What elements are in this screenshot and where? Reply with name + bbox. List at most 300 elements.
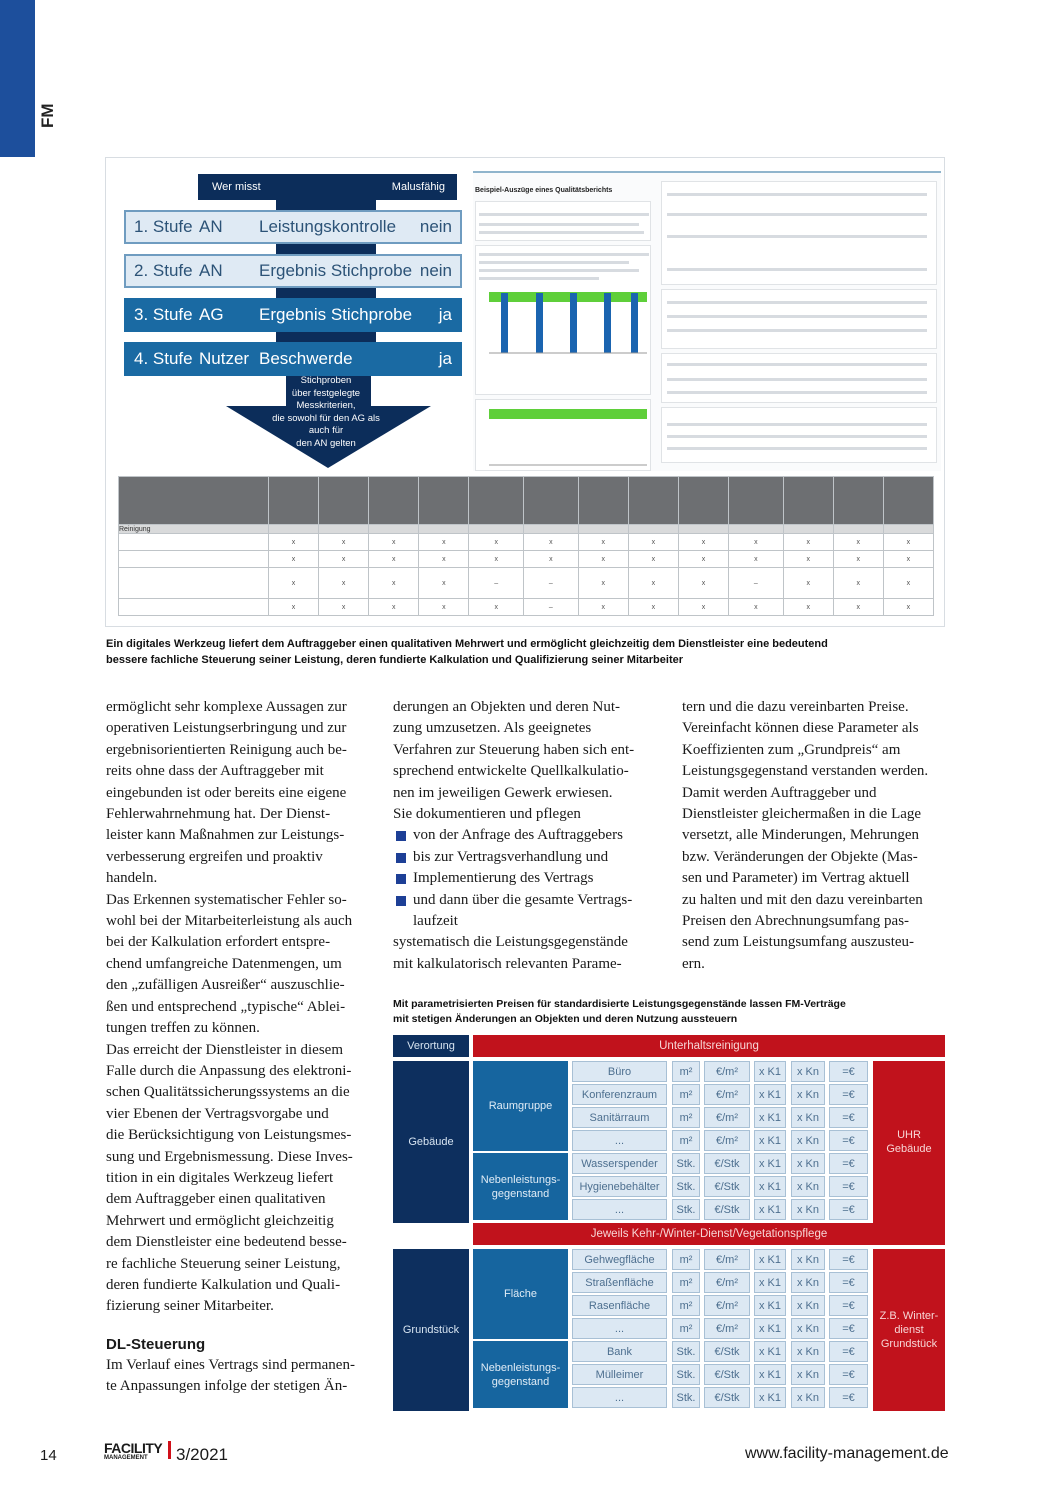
mark-cell: x <box>419 551 469 568</box>
mark-cell: x <box>833 599 883 616</box>
mark-cell: x <box>524 551 579 568</box>
mark-cell: x <box>369 534 419 551</box>
blurred-text-line <box>667 435 927 438</box>
website-link[interactable]: www.facility-management.de <box>745 1445 949 1462</box>
mark-cell: x <box>833 567 883 598</box>
stufe-row <box>124 342 462 376</box>
arrow-text-line: Stichproben <box>300 375 352 386</box>
unit-cell: m² <box>672 1318 700 1339</box>
block-title: Jeweils Kehr-/Winter-Dienst/Vegetationspflege <box>473 1223 945 1245</box>
blurred-text-line <box>667 315 927 318</box>
kn-cell: x Kn <box>791 1130 825 1151</box>
stufe-row <box>124 210 462 244</box>
k1-cell: x K1 <box>754 1364 786 1385</box>
section-cell <box>269 525 319 534</box>
text-line: Preisen den Abrechnungsumfang pas- <box>682 913 910 930</box>
caption-line: mit stetigen Änderungen an Objekten und deren Nutzung aussteuern <box>393 1013 738 1025</box>
group-label: Nebenleistungs-gegenstand <box>473 1153 568 1220</box>
unit-cell: m² <box>672 1272 700 1293</box>
kn-cell: x Kn <box>791 1061 825 1082</box>
text-line: Sie dokumentieren und pflegen <box>393 806 581 823</box>
kn-cell: x Kn <box>791 1199 825 1220</box>
k1-cell: x K1 <box>754 1387 786 1408</box>
price-cell: €/Stk <box>704 1341 750 1362</box>
kn-cell: x Kn <box>791 1341 825 1362</box>
unit-cell: Stk. <box>672 1387 700 1408</box>
text-line: Koeffizienten zum „Grundpreis“ am <box>682 741 901 758</box>
table-row <box>119 534 934 551</box>
report-title: Beispiel-Auszüge eines Qualitätsberichts <box>475 187 613 194</box>
stufe-what: Beschwerde <box>259 349 353 368</box>
text-line: dem Dienstleister eine bedeutend besse- <box>106 1234 347 1251</box>
price-cell: €/m² <box>704 1084 750 1105</box>
stufe-stufe: 3. Stufe <box>134 305 193 324</box>
k1-cell: x K1 <box>754 1249 786 1270</box>
section-cell <box>369 525 419 534</box>
result-cell: =€ <box>829 1272 868 1293</box>
mark-cell: x <box>628 567 678 598</box>
text-line: sprechend entwickelte Quellkalkulatio- <box>393 763 629 780</box>
kn-cell: x Kn <box>791 1364 825 1385</box>
blurred-text-line <box>667 447 927 450</box>
caption-line: Ein digitales Werkzeug liefert dem Auftraggeber einen qualitativen Mehrwert und ermöglicht gleichzeitig dem Dienstleister eine bedeutend <box>106 638 828 650</box>
text-line: schen Qualitätssicherungssystems an die <box>106 1084 350 1101</box>
line-chart-thumbnail <box>481 405 649 467</box>
result-cell: =€ <box>829 1061 868 1082</box>
header-cell <box>419 477 469 525</box>
price-cell: €/m² <box>704 1130 750 1151</box>
text-line: ßen und entsprechend „typische“ Ablei- <box>106 998 346 1015</box>
text-line: derungen an Objekten und deren Nut- <box>393 699 621 715</box>
price-cell: €/m² <box>704 1107 750 1128</box>
k1-cell: x K1 <box>754 1318 786 1339</box>
section-label: Reinigung <box>119 525 269 534</box>
k1-cell: x K1 <box>754 1130 786 1151</box>
article-column-3 <box>682 697 957 975</box>
section-row <box>119 525 934 534</box>
blurred-text-line <box>479 231 644 234</box>
section-cell <box>628 525 678 534</box>
text-line: Vereinfacht können diese Parameter als <box>682 720 919 737</box>
text-line: verbesserung ergreifen und proaktiv <box>106 848 323 865</box>
text-line: re fachliche Steuerung seiner Leistung, <box>106 1255 341 1272</box>
item-name: Mülleimer <box>572 1364 667 1385</box>
blurred-text-line <box>479 269 639 272</box>
text-line: Dienstleister gleichermaßen in die Lage <box>682 806 922 823</box>
result-cell: =€ <box>829 1130 868 1151</box>
blurred-text-line <box>667 329 927 332</box>
logo-bar <box>168 1441 171 1459</box>
header-cell <box>678 477 728 525</box>
text-line: Leistungsgegenstand verstanden werden. <box>682 763 929 780</box>
text-line: Im Verlauf eines Vertrags sind permanen- <box>106 1356 355 1373</box>
text-line: bei der Kalkulation erfordert entspre- <box>106 934 331 951</box>
bar-chart-thumbnail <box>481 288 649 388</box>
blurred-text-line <box>667 363 927 366</box>
arrow-text-line: Messkriterien, <box>296 400 356 411</box>
k1-cell: x K1 <box>754 1153 786 1174</box>
mark-cell: x <box>419 567 469 598</box>
verortung-header: Verortung <box>393 1035 469 1057</box>
four-level-diagram <box>106 158 471 471</box>
stufe-what: Ergebnis Stichprobe <box>259 305 413 324</box>
section-cell <box>729 525 784 534</box>
page-number: 14 <box>40 1447 57 1464</box>
section-cell <box>833 525 883 534</box>
stufe-what: Leistungskontrolle <box>259 217 397 236</box>
mark-cell: – <box>469 567 524 598</box>
mark-cell: x <box>269 599 319 616</box>
stufe-who: AN <box>199 217 223 236</box>
text-line: tungen treffen zu können. <box>106 1020 260 1037</box>
text-line: Mehrwert und ermöglicht gleichzeitig <box>106 1212 334 1229</box>
mark-cell: x <box>833 551 883 568</box>
arrow-text-line: den AN gelten <box>296 437 356 449</box>
result-cell: =€ <box>829 1387 868 1408</box>
item-name: ... <box>572 1387 667 1408</box>
item-name: Sanitärraum <box>572 1107 667 1128</box>
unit-cell: m² <box>672 1061 700 1082</box>
bullet-text: laufzeit <box>413 913 458 930</box>
price-cell: €/Stk <box>704 1176 750 1197</box>
kn-cell: x Kn <box>791 1249 825 1270</box>
text-line: sung und Ergebnismessung. Diese Inves- <box>106 1148 353 1165</box>
item-name: ... <box>572 1130 667 1151</box>
section-cell <box>783 525 833 534</box>
group-label: Nebenleistungs-gegenstand <box>473 1341 568 1408</box>
result-cell: =€ <box>829 1364 868 1385</box>
item-name: Büro <box>572 1061 667 1082</box>
result-cell: =€ <box>829 1341 868 1362</box>
unit-cell: Stk. <box>672 1364 700 1385</box>
price-cell: €/Stk <box>704 1387 750 1408</box>
text-line: ermöglicht sehr komplexe Aussagen zur <box>106 699 347 715</box>
bullet-text: bis zur Vertragsverhandlung und <box>413 848 609 865</box>
header-who: Wer misst <box>212 181 261 193</box>
mark-cell: x <box>269 567 319 598</box>
result-cell: =€ <box>829 1107 868 1128</box>
unit-cell: Stk. <box>672 1199 700 1220</box>
unit-cell: m² <box>672 1107 700 1128</box>
bullet-square-icon <box>396 874 406 884</box>
section-cell <box>678 525 728 534</box>
header-cell <box>319 477 369 525</box>
result-cell: =€ <box>829 1153 868 1174</box>
unit-cell: Stk. <box>672 1153 700 1174</box>
logo-top: FACILITY <box>104 1440 163 1456</box>
arrow-text-line: über festgelegte <box>291 387 361 399</box>
arrow-text <box>246 375 406 450</box>
mark-cell: x <box>369 567 419 598</box>
quality-requirements-table <box>118 476 934 616</box>
mark-cell: x <box>628 599 678 616</box>
text-line: den „zufälligen Ausreißer“ auszuschlie- <box>106 977 345 994</box>
price-cell: €/Stk <box>704 1153 750 1174</box>
mark-cell: x <box>269 534 319 551</box>
result-cell: =€ <box>829 1249 868 1270</box>
mark-cell: x <box>628 551 678 568</box>
text-line: mit kalkulatorisch relevanten Parame- <box>393 955 622 972</box>
unit-cell: m² <box>672 1249 700 1270</box>
text-line: bzw. Veränderungen der Objekte (Mas- <box>682 848 918 865</box>
blurred-text-line <box>667 268 927 271</box>
item-name: ... <box>572 1318 667 1339</box>
mark-cell: x <box>419 599 469 616</box>
result-cell: =€ <box>829 1199 868 1220</box>
mark-cell: x <box>419 534 469 551</box>
mark-cell: – <box>524 567 579 598</box>
section-tab <box>0 0 35 157</box>
mark-cell: x <box>628 534 678 551</box>
row-label <box>119 567 269 598</box>
item-name: Hygienebehälter <box>572 1176 667 1197</box>
k1-cell: x K1 <box>754 1272 786 1293</box>
stufe-what: Ergebnis Stichprobe <box>259 261 413 280</box>
mark-cell: x <box>319 599 369 616</box>
blurred-text-line <box>479 277 599 280</box>
text-line: versetzt, alle Minderungen, Mehrungen <box>682 827 920 844</box>
header-cell <box>628 477 678 525</box>
pricing-parameter-table <box>393 1035 945 1404</box>
stufe-who: AN <box>199 261 223 280</box>
text-line: ern. <box>682 955 705 972</box>
mark-cell: x <box>578 534 628 551</box>
quality-report-screenshot <box>473 171 941 471</box>
mark-cell: x <box>469 551 524 568</box>
blurred-text-line <box>667 378 927 381</box>
subheading: DL-Steuerung <box>106 1335 206 1353</box>
unit-cell: m² <box>672 1130 700 1151</box>
mark-cell: x <box>883 551 933 568</box>
stufe-row <box>124 254 462 288</box>
bullet-item <box>393 890 668 911</box>
text-line: Das erreicht der Dienstleister in diesem <box>106 1041 343 1058</box>
text-line: deren fundierte Kalkulation und Quali- <box>106 1276 341 1293</box>
text-line: sen und Parameter) im Vertrag aktuell <box>682 870 910 887</box>
item-name: ... <box>572 1199 667 1220</box>
mark-cell: x <box>678 534 728 551</box>
section-cell <box>319 525 369 534</box>
mark-cell: x <box>469 599 524 616</box>
blurred-text-line <box>479 261 629 264</box>
kn-cell: x Kn <box>791 1387 825 1408</box>
stufe-row <box>124 298 462 332</box>
header-cell <box>469 477 524 525</box>
place-label: Grundstück <box>393 1249 469 1411</box>
article-column-2 <box>393 697 668 975</box>
text-line: vier Ebenen der Vertragsvorgabe und <box>106 1105 329 1122</box>
blurred-text-line <box>667 391 927 394</box>
mark-cell: x <box>783 567 833 598</box>
price-cell: €/m² <box>704 1272 750 1293</box>
figure2-caption <box>393 997 846 1027</box>
row-label <box>119 599 269 616</box>
mark-cell: x <box>883 567 933 598</box>
table-row <box>119 599 934 616</box>
item-name: Rasenfläche <box>572 1295 667 1316</box>
kn-cell: x Kn <box>791 1318 825 1339</box>
bullet-square-icon <box>396 853 406 863</box>
kn-cell: x Kn <box>791 1153 825 1174</box>
diagram-header <box>198 174 457 200</box>
row-label <box>119 534 269 551</box>
text-line: te Anpassungen infolge der stetigen Än- <box>106 1378 348 1395</box>
mark-cell: x <box>269 551 319 568</box>
section-cell <box>469 525 524 534</box>
result-label: UHR Gebäude <box>873 1061 945 1223</box>
mark-cell: x <box>469 534 524 551</box>
item-name: Konferenzraum <box>572 1084 667 1105</box>
caption-line: Mit parametrisierten Preisen für standardisierte Leistungsgegenstände lassen FM-Verträge <box>393 998 846 1010</box>
blurred-text-line <box>667 235 927 238</box>
kn-cell: x Kn <box>791 1107 825 1128</box>
section-cell <box>883 525 933 534</box>
text-line: eingebunden ist oder bereits eine eigene <box>106 784 347 801</box>
mark-cell: x <box>883 534 933 551</box>
magazine-logo <box>104 1441 162 1461</box>
figure-quality-system <box>105 157 945 627</box>
mark-cell: x <box>524 534 579 551</box>
result-cell: =€ <box>829 1295 868 1316</box>
price-cell: €/m² <box>704 1295 750 1316</box>
stufe-who: Nutzer <box>199 349 250 368</box>
article-column-1 <box>106 697 381 1398</box>
price-cell: €/m² <box>704 1249 750 1270</box>
k1-cell: x K1 <box>754 1176 786 1197</box>
kn-cell: x Kn <box>791 1084 825 1105</box>
text-line: die Berücksichtigung von Leistungsmes- <box>106 1127 352 1144</box>
mark-cell: x <box>678 567 728 598</box>
result-label: Z.B. Winter-dienst Grundstück <box>873 1249 945 1411</box>
text-line: send zum Leistungsumfang auszusteu- <box>682 934 915 951</box>
result-cell: =€ <box>829 1084 868 1105</box>
unit-cell: Stk. <box>672 1176 700 1197</box>
result-cell: =€ <box>829 1318 868 1339</box>
bullet-item <box>393 825 668 846</box>
text-line: handeln. <box>106 870 158 887</box>
arrow-text-line: auch für <box>308 425 344 436</box>
header-cell <box>119 477 269 525</box>
text-line: wohl bei der Mitarbeiterleistung als auch <box>106 913 353 930</box>
header-cell <box>883 477 933 525</box>
text-line: systematisch die Leistungsgegenstände <box>393 934 628 951</box>
bullet-square-icon <box>396 896 406 906</box>
item-name: Bank <box>572 1341 667 1362</box>
k1-cell: x K1 <box>754 1295 786 1316</box>
header-cell <box>524 477 579 525</box>
text-line: fizierung seiner Mitarbeiter. <box>106 1298 274 1315</box>
price-cell: €/Stk <box>704 1199 750 1220</box>
blurred-text-line <box>667 301 927 304</box>
text-line: Das Erkennen systematischer Fehler so- <box>106 891 347 908</box>
table-row <box>119 567 934 598</box>
header-malus: Malusfähig <box>391 181 445 193</box>
blurred-text-line <box>479 253 649 256</box>
mark-cell: x <box>783 599 833 616</box>
header-cell <box>269 477 319 525</box>
table-row <box>119 551 934 568</box>
bullet-item <box>393 868 668 889</box>
mark-cell: x <box>678 551 728 568</box>
text-line: tern und die dazu vereinbarten Preise. <box>682 699 909 715</box>
mark-cell: x <box>369 551 419 568</box>
blurred-text-line <box>667 423 927 426</box>
mark-cell: – <box>524 599 579 616</box>
bullet-text: Implementierung des Vertrags <box>413 870 594 887</box>
item-name: Wasserspender <box>572 1153 667 1174</box>
text-line: ergebnisorientierten Reinigung auch be- <box>106 741 347 758</box>
kn-cell: x Kn <box>791 1272 825 1293</box>
logo-bottom: MANAGEMENT <box>104 1455 148 1461</box>
group-label: Fläche <box>473 1249 568 1339</box>
blurred-text-line <box>479 213 649 216</box>
k1-cell: x K1 <box>754 1061 786 1082</box>
stufe-stufe: 1. Stufe <box>134 217 193 236</box>
place-label: Gebäude <box>393 1061 469 1223</box>
item-name: Straßenfläche <box>572 1272 667 1293</box>
text-line: nen im jeweiligen Gewerk erwiesen. <box>393 784 613 801</box>
mark-cell: x <box>319 567 369 598</box>
k1-cell: x K1 <box>754 1341 786 1362</box>
header-cell <box>729 477 784 525</box>
price-cell: €/Stk <box>704 1364 750 1385</box>
row-label <box>119 551 269 568</box>
bullet-square-icon <box>396 831 406 841</box>
mark-cell: x <box>319 534 369 551</box>
text-line: dem Auftraggeber einen qualitativen <box>106 1191 326 1208</box>
caption-line: bessere fachliche Steuerung seiner Leistung, deren fundierte Kalkulation und Qualifizierung seiner Mitarbeiter <box>106 654 684 666</box>
stufe-who: AG <box>199 305 224 324</box>
stufe-stufe: 4. Stufe <box>134 349 193 368</box>
text-line: Damit werden Auftraggeber und <box>682 784 877 801</box>
section-cell <box>524 525 579 534</box>
header-cell <box>783 477 833 525</box>
figure1-caption <box>106 636 828 668</box>
text-line: chend umfangreiche Datenmengen, um <box>106 955 342 972</box>
section-cell <box>578 525 628 534</box>
mark-cell: x <box>319 551 369 568</box>
mark-cell: x <box>578 551 628 568</box>
text-line: zung umzusetzen. Als geeignetes <box>393 720 592 737</box>
section-cell <box>419 525 469 534</box>
text-line: leister kann Maßnahmen zur Leistungs- <box>106 827 345 844</box>
mark-cell: – <box>729 567 784 598</box>
item-name: Gehwegfläche <box>572 1249 667 1270</box>
stufe-malus: ja <box>438 349 452 368</box>
stufe-malus: nein <box>419 261 452 280</box>
mark-cell: x <box>883 599 933 616</box>
text-line: tition in ein digitales Werkzeug liefert <box>106 1169 334 1186</box>
bullet-text: von der Anfrage des Auftraggebers <box>413 827 623 844</box>
group-label: Raumgruppe <box>473 1061 568 1151</box>
mark-cell: x <box>369 599 419 616</box>
k1-cell: x K1 <box>754 1199 786 1220</box>
kn-cell: x Kn <box>791 1176 825 1197</box>
bullet-item <box>393 847 668 868</box>
text-line: reits ohne dass der Auftraggeber mit <box>106 763 324 780</box>
mark-cell: x <box>833 534 883 551</box>
mark-cell: x <box>729 599 784 616</box>
arrow-text-line: die sowohl für den AG als <box>272 412 380 424</box>
unit-cell: m² <box>672 1084 700 1105</box>
stufe-stufe: 2. Stufe <box>134 261 193 280</box>
kn-cell: x Kn <box>791 1295 825 1316</box>
blurred-text-line <box>479 223 639 226</box>
mark-cell: x <box>729 534 784 551</box>
section-label: FM <box>38 103 57 128</box>
k1-cell: x K1 <box>754 1107 786 1128</box>
mark-cell: x <box>578 599 628 616</box>
